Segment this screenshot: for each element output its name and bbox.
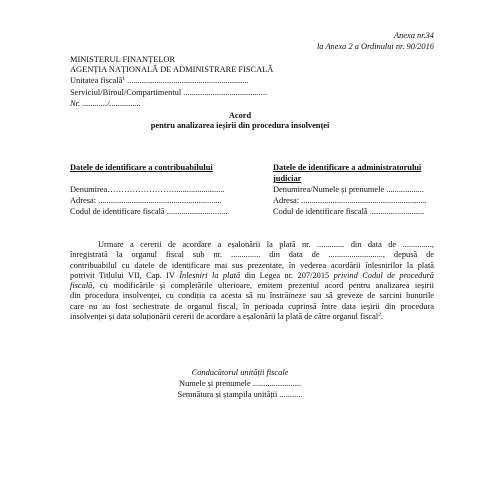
law-title-italic: privind Codul de procedură xyxy=(333,270,434,280)
body-italic-text: Înlesniri la plată xyxy=(179,270,241,280)
footnote-marker-2: 2 xyxy=(378,312,381,319)
service-line: Serviciul/Biroul/Compartimentul ........................................ xyxy=(70,88,268,97)
document-subtitle: pentru analizarea ieșirii din procedura insolvenței xyxy=(150,121,330,130)
agency-name: AGENȚIA NAȚIONALĂ DE ADMINISTRARE FISCALĂ xyxy=(70,65,274,74)
administrator-address: Adresa: ............................................................ xyxy=(273,196,427,205)
administrator-heading: Datele de identificare a administratorului xyxy=(273,163,422,172)
annex-number: Anexa nr.34 xyxy=(393,31,434,40)
body-line: înregistrată la organul fiscal sub nr. .............. din data de .........................., depusă de xyxy=(70,250,434,260)
body-line: din procedura insolvenței, cu condiția ca acesta să nu înstrăineze sau să greveze de sarcini bunurile xyxy=(70,291,434,301)
body-line xyxy=(70,271,434,281)
body-text: potrivit Titlului VII, Cap. IV xyxy=(70,270,180,280)
fiscal-unit-label: Unitatea fiscală xyxy=(70,76,123,85)
body-line: Urmare a cererii de acordare a eșalonării la plată nr. ............. din data de .............., xyxy=(98,240,434,249)
taxpayer-name: Denumirea……………………........................ xyxy=(70,185,225,194)
document-title: Acord xyxy=(228,111,252,120)
annex-reference: la Anexa 2 a Ordinului nr. 90/2016 xyxy=(316,42,434,51)
agreement-body xyxy=(70,240,434,322)
ministry-name: MINISTERUL FINANȚELOR xyxy=(70,55,176,64)
fiscal-unit-line xyxy=(70,76,249,86)
body-text: . xyxy=(380,312,384,322)
signatory-role: Conducătorul unității fiscale xyxy=(191,368,289,377)
signature-and-stamp: Semnătura și ștampila unității ........... xyxy=(177,390,303,399)
administrator-name: Denumirea/Numele și prenumele .................. xyxy=(273,185,424,194)
taxpayer-heading: Datele de identificare a contribuabilului xyxy=(70,163,213,172)
administrator-heading-cont: judiciar xyxy=(273,174,302,183)
body-line: care nu au fost sechestrate de organul fiscal, în perioada cuprinsă între data ieșirii din procedura xyxy=(70,301,434,311)
signatory-name: Numele și prenumele ....................... xyxy=(179,379,301,388)
body-line xyxy=(70,312,434,322)
body-line xyxy=(70,281,434,291)
law-title-italic-cont: fiscală xyxy=(70,281,93,291)
fiscal-unit-dots: .......................................................... xyxy=(125,76,249,85)
body-text: , cu modificările și completările ulterioare, emitem prezentul acord pentru analizarea ieșirii xyxy=(92,281,434,291)
body-line: contribuabilul cu datele de identificare mai sus prezentate, în vederea acordării înlesnirilor la plată xyxy=(70,260,434,270)
administrator-fiscal-code: Codul de identificare fiscală .......................... xyxy=(273,207,425,216)
registration-number: Nr. ............/............... xyxy=(70,99,141,108)
body-text: din Legea nr. 207/2015 xyxy=(240,270,334,280)
taxpayer-address: Adresa: ........................................................... xyxy=(70,196,222,205)
footnote-marker-1: 1 xyxy=(122,76,126,82)
body-text: insolvenței și data soluționării cererii de acordare a eșalonării la plată de către organul fiscal xyxy=(70,312,379,322)
taxpayer-fiscal-code: Codul de identificare fiscală ............................. xyxy=(70,207,228,216)
